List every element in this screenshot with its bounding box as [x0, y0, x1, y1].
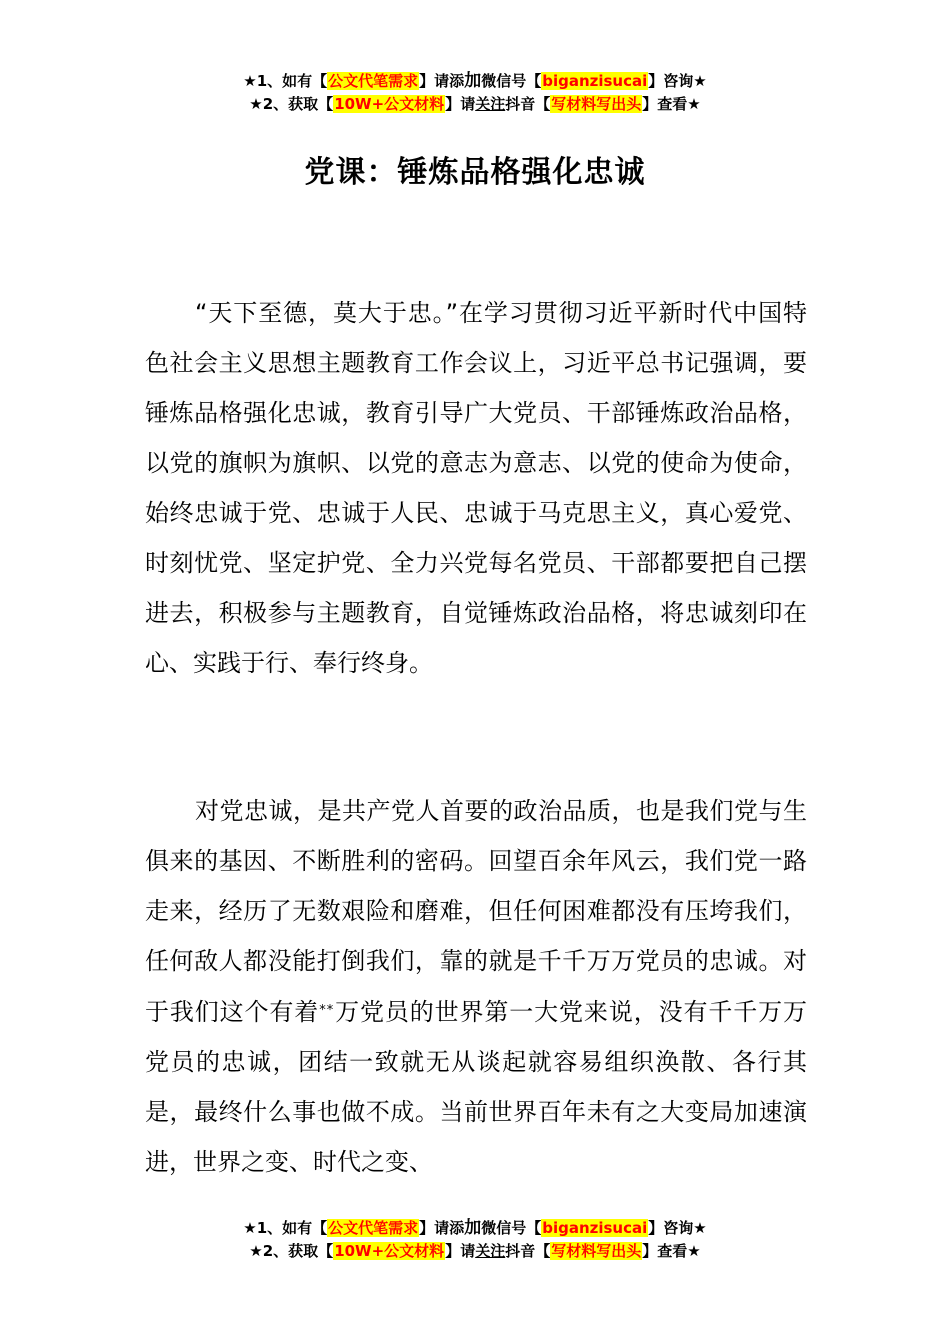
top-banner-line-2: ★2、获取【10W+公文材料】请关注抖音【写材料写出头】查看★	[249, 95, 701, 113]
highlight-ghostwriting: 公文代笔需求	[328, 1219, 419, 1237]
redacted-number: **	[319, 1003, 335, 1018]
bottom-banner	[0, 1217, 950, 1263]
highlight-douyin-account: 写材料写出头	[551, 95, 642, 113]
body-paragraph-1: “天下至德，莫大于忠。”在学习贯彻习近平新时代中国特色社会主义思想主题教育工作会议上，习近平总书记强调，要锤炼品格强化忠诚，教育引导广大党员、干部锤炼政治品格，以党的旗帜为旗帜、以党的意志为意志、以党的使命为使命，始终忠诚于党、忠诚于人民、忠诚于马克思主义，真心爱党、时刻忧党、坚定护党、全力兴党每名党员、干部都要把自己摆进去，积极参与主题教育，自觉锤炼政治品格，将忠诚刻印在心、实践于行、奉行终身。	[145, 299, 807, 677]
body-paragraph-2: 对党忠诚，是共产党人首要的政治品质，也是我们党与生俱来的基因、不断胜利的密码。回望百余年风云，我们党一路走来，经历了无数艰险和磨难，但任何困难都没有压垮我们，任何敌人都没能打倒我们，靠的就是千千万万党员的忠诚。对于我们这个有着**万党员的世界第一大党来说，没有千千万万党员的忠诚，团结一致就无从谈起就容易组织涣散、各行其是，最终什么事也做不成。当前世界百年未有之大变局加速演进，世界之变、时代之变、	[145, 797, 808, 1176]
highlight-materials: 10W+公文材料	[334, 1242, 445, 1260]
highlight-wechat-id: biganzisucai	[542, 1219, 648, 1237]
top-banner-line-1: ★1、如有【公文代笔需求】请添加微信号【biganzisucai】咨询★	[243, 71, 707, 91]
bottom-banner-line-1: ★1、如有【公文代笔需求】请添加微信号【biganzisucai】咨询★	[243, 1218, 707, 1238]
document-title: 党课：锤炼品格强化忠诚	[304, 155, 646, 190]
highlight-douyin-account: 写材料写出头	[551, 1242, 642, 1260]
top-banner	[0, 70, 950, 116]
highlight-wechat-id: biganzisucai	[542, 72, 648, 90]
highlight-ghostwriting: 公文代笔需求	[328, 72, 419, 90]
highlight-materials: 10W+公文材料	[334, 95, 445, 113]
bottom-banner-line-2: ★2、获取【10W+公文材料】请关注抖音【写材料写出头】查看★	[249, 1242, 701, 1260]
